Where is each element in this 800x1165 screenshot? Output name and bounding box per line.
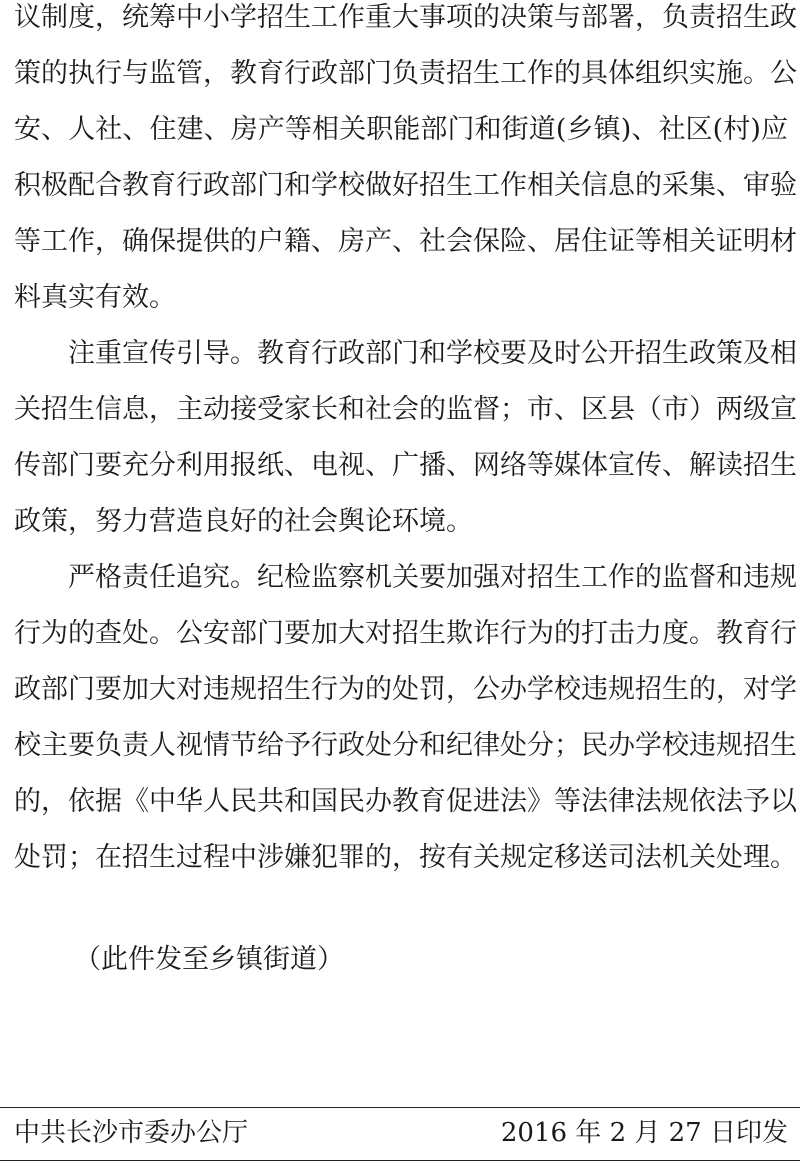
paragraph-line: 政策，努力营造良好的社会舆论环境。 — [14, 506, 473, 537]
footer-top-rule — [0, 1107, 800, 1108]
paragraph-line: 校主要负责人视情节给予行政处分和纪律处分；民办学校违规招生 — [14, 730, 797, 761]
paragraph-line: 政部门要加大对违规招生行为的处罚，公办学校违规招生的，对学 — [14, 674, 797, 705]
distribution-note: （此件发至乡镇街道） — [74, 944, 344, 975]
paragraph-line: 料真实有效。 — [14, 282, 176, 313]
print-date: 2016 年 2 月 27 日印发 — [500, 1118, 788, 1148]
paragraph-line: 积极配合教育行政部门和学校做好招生工作相关信息的采集、审验 — [14, 170, 797, 201]
paragraph-line: 处罚；在招生过程中涉嫌犯罪的，按有关规定移送司法机关处理。 — [14, 842, 797, 873]
paragraph-line: 的，依据《中华人民共和国民办教育促进法》等法律法规依法予以 — [14, 786, 797, 817]
paragraph-line: 策的执行与监管，教育行政部门负责招生工作的具体组织实施。公 — [14, 58, 797, 89]
paragraph-line: 议制度，统筹中小学招生工作重大事项的决策与部署，负责招生政 — [14, 2, 797, 33]
issuer-name: 中共长沙市委办公厅 — [14, 1118, 249, 1148]
paragraph-line: 关招生信息，主动接受家长和社会的监督；市、区县（市）两级宣 — [14, 394, 797, 425]
paragraph-line: 注重宣传引导。教育行政部门和学校要及时公开招生政策及相 — [68, 338, 797, 369]
paragraph-line: 严格责任追究。纪检监察机关要加强对招生工作的监督和违规 — [68, 562, 797, 593]
paragraph-line: 行为的查处。公安部门要加大对招生欺诈行为的打击力度。教育行 — [14, 618, 797, 649]
footer-bottom-rule — [0, 1160, 800, 1161]
paragraph-line: 等工作，确保提供的户籍、房产、社会保险、居住证等相关证明材 — [14, 226, 797, 257]
paragraph-line: 安、人社、住建、房产等相关职能部门和街道(乡镇)、社区(村)应 — [14, 114, 788, 145]
paragraph-line: 传部门要充分利用报纸、电视、广播、网络等媒体宣传、解读招生 — [14, 450, 797, 481]
